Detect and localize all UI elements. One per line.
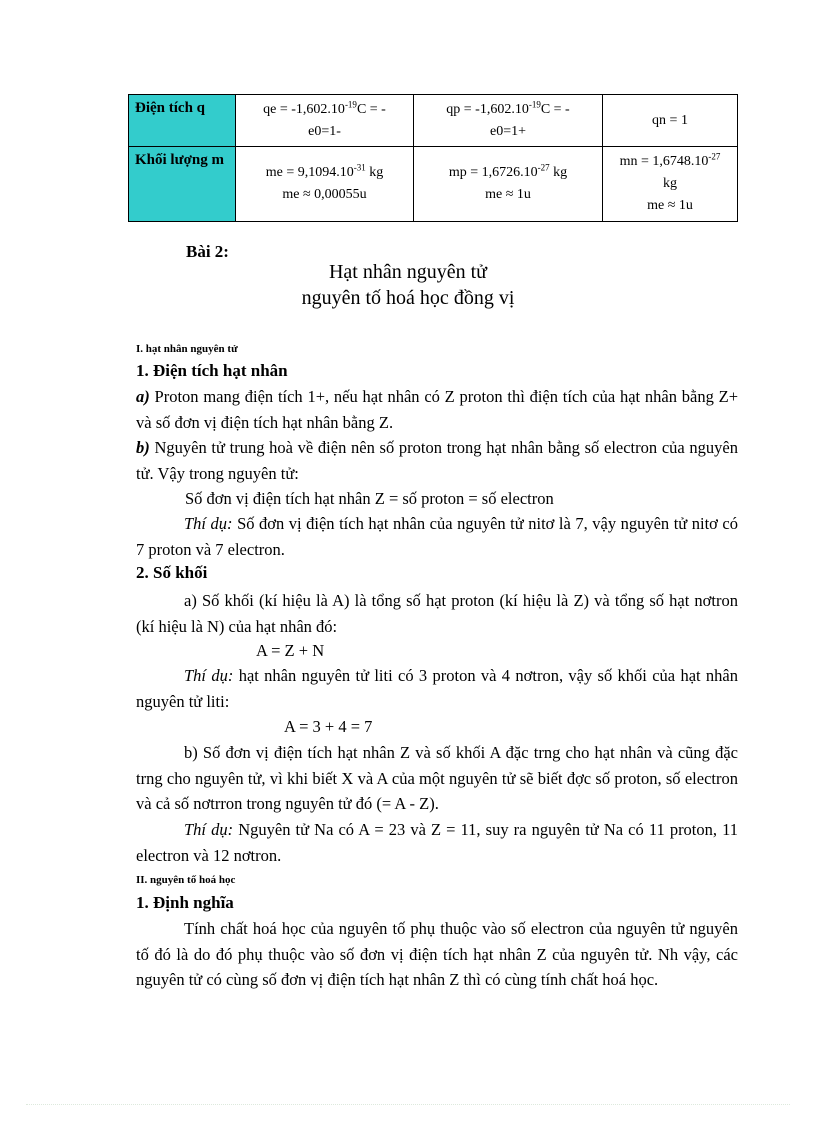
heading-mass-number: 2. Số khối bbox=[136, 563, 208, 582]
neutron-charge-cell: qn = 1 bbox=[603, 95, 738, 147]
row-label-charge: Điện tích q bbox=[129, 95, 236, 147]
paragraph-definition: Tính chất hoá học của nguyên tố phụ thuộc vào số electron của nguyên tử nguyên tố đó là do đó phụ thuộc vào số đơn vị điện tích hạt nhân Z của nguyên tử. Nh vậy, các nguyên tử có cùng số đơn vị điện tích hạt nhân Z thì có cùng tính chất hoá học. bbox=[136, 919, 738, 989]
formula-lithium: A = 3 + 4 = 7 bbox=[284, 717, 373, 736]
lesson-title-line2: nguyên tố hoá học đồng vị bbox=[301, 287, 515, 309]
formula-mass-number: A = Z + N bbox=[256, 641, 325, 660]
formula-charge: Số đơn vị điện tích hạt nhân Z = số proton = số electron bbox=[185, 489, 554, 508]
paragraph-mass-number-a: a) Số khối (kí hiệu là A) là tổng số hạt proton (kí hiệu là Z) và tổng số hạt nơtron (kí hiệu là N) của hạt nhân đó: bbox=[136, 591, 738, 636]
electron-mass-cell: me = $9,1094.10^{-31}$ kg me ≈ 0,00055u bbox=[236, 147, 414, 222]
electron-charge-cell: qe = $-1,602.10^{-19}C$ = - e0=1- bbox=[236, 95, 414, 147]
heading-definition: 1. Định nghĩa bbox=[136, 893, 234, 912]
proton-mass-cell: mp = $1,6726.10^{-27}$ kg me ≈ 1u bbox=[414, 147, 603, 222]
particle-properties-table bbox=[128, 94, 738, 222]
example-lithium: Thí dụ: hạt nhân nguyên tử liti có 3 proton và 4 nơtron, vậy số khối của hạt nhân nguyên tử liti: bbox=[136, 666, 739, 711]
paragraph-mass-number-b: b) Số đơn vị điện tích hạt nhân Z và số khối A đặc trng cho hạt nhân và cũng đặc trng cho nguyên tử, vì khi biết X và A của một nguyên tử sẽ biết đợc số proton, số electron và cả số nơtrron trong nguyên tử đó (= A - Z). bbox=[136, 743, 738, 813]
paragraph-b: b) Nguyên tử trung hoà về điện nên số proton trong hạt nhân bằng số electron của nguyên tử. Vậy trong nguyên tử: bbox=[136, 438, 738, 483]
example-sodium: Thí dụ: Nguyên tử Na có A = 23 và Z = 11, suy ra nguyên tử Na có 11 proton, 11 electron và 12 nơtron. bbox=[136, 820, 738, 865]
table-row bbox=[129, 95, 738, 147]
heading-nuclear-charge: 1. Điện tích hạt nhân bbox=[136, 361, 288, 380]
row-label-mass: Khối lượng m bbox=[129, 147, 236, 222]
neutron-mass-cell: mn = $1,6748.10^{-27}$ kg me ≈ 1u bbox=[603, 147, 738, 222]
lesson-number: Bài 2: bbox=[186, 242, 229, 261]
paragraph-a: a) Proton mang điện tích 1+, nếu hạt nhân có Z proton thì điện tích của hạt nhân bằng Z+ và số đơn vị điện tích hạt nhân bằng Z. bbox=[136, 387, 738, 432]
lesson-title-line1: Hạt nhân nguyên tử bbox=[328, 261, 488, 283]
page-footer-divider bbox=[26, 1104, 790, 1105]
section-heading-element: II. nguyên tố hoá học bbox=[136, 874, 236, 886]
example-nitrogen: Thí dụ: Số đơn vị điện tích hạt nhân của nguyên tử nitơ là 7, vậy nguyên tử nitơ có 7 proton và 7 electron. bbox=[136, 514, 738, 559]
proton-charge-cell: qp = $-1,602.10^{-19}C$ = - e0=1+ bbox=[414, 95, 603, 147]
table-row bbox=[129, 147, 738, 222]
section-heading-nucleus: I. hạt nhân nguyên tử bbox=[136, 343, 238, 355]
